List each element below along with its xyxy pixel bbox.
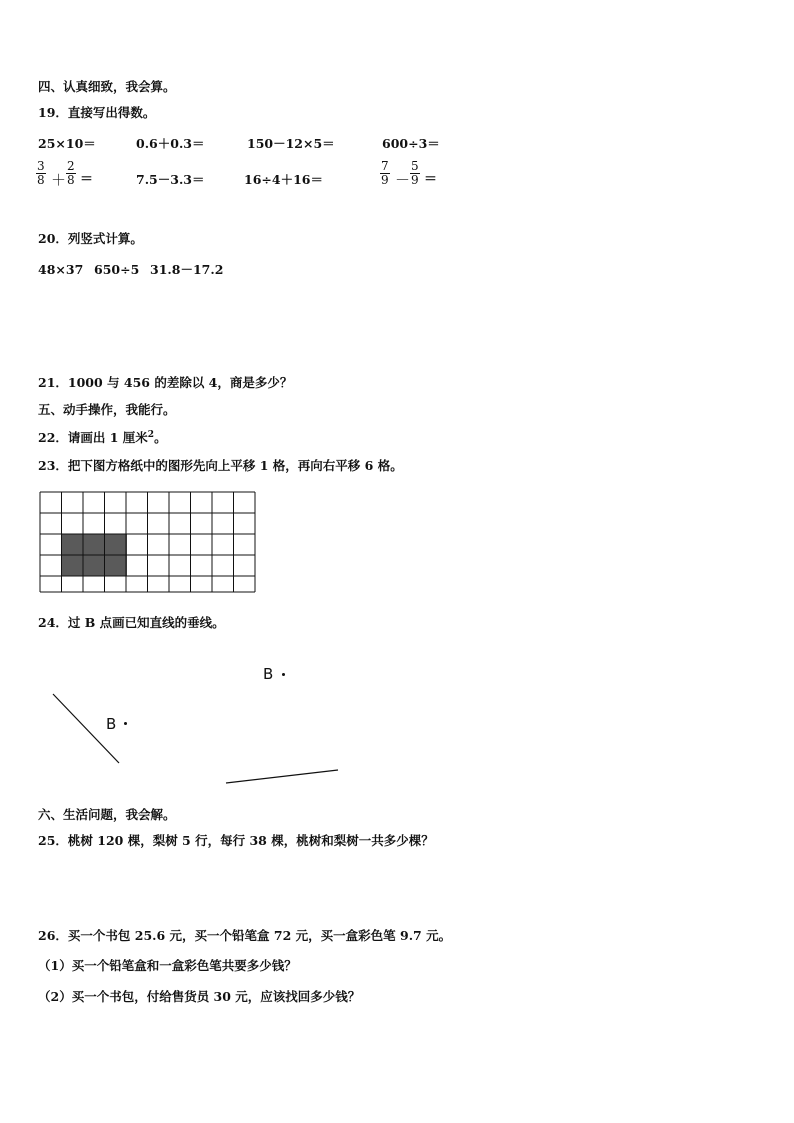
minus-sign: － <box>395 171 411 189</box>
q20-item-1: 48×37 <box>38 262 84 277</box>
fraction-numerator: 3 <box>37 159 45 173</box>
point-b-label-upper: B <box>263 665 274 683</box>
given-line-diagonal <box>53 694 119 763</box>
q19-calc-1: 25×10＝ <box>38 136 96 151</box>
q20-item-2: 650÷5 <box>94 262 140 277</box>
equals-sign: ＝ <box>80 172 94 187</box>
fraction-numerator: 7 <box>381 159 389 173</box>
fraction-denominator: 8 <box>37 173 45 187</box>
q20-item-3: 31.8－17.2 <box>150 262 224 277</box>
q24-title: 24．过 B 点画已知直线的垂线。 <box>38 615 225 630</box>
section-6-title: 六、生活问题，我会解。 <box>38 807 176 822</box>
fraction-numerator: 2 <box>67 159 75 173</box>
q25-title: 25．桃树 120 棵，梨树 5 行，每行 38 棵，桃树和梨树一共多少棵？ <box>38 833 434 848</box>
fraction-denominator: 8 <box>67 173 75 187</box>
equals-sign: ＝ <box>424 172 438 187</box>
q19-calc-2: 0.6＋0.3＝ <box>136 136 205 151</box>
q19-calc-4: 600÷3＝ <box>382 136 440 151</box>
q22-text: 22．请画出 1 厘米 <box>38 430 148 446</box>
plus-sign: ＋ <box>51 171 67 189</box>
q22-end: 。 <box>154 430 167 446</box>
q20-title: 20．列竖式计算。 <box>38 231 143 246</box>
q22-superscript: 2 <box>147 430 155 440</box>
q19-calc-3: 150－12×5＝ <box>247 136 335 151</box>
q26-title: 26．买一个书包 25.6 元，买一个铅笔盒 72 元，买一盒彩色笔 9.7 元。 <box>38 928 452 943</box>
q26-sub-2: （2）买一个书包，付给售货员 30 元，应该找回多少钱？ <box>38 989 361 1004</box>
q19-calc-6: 7.5－3.3＝ <box>136 172 205 187</box>
q21-title: 21．1000 与 456 的差除以 4，商是多少？ <box>38 375 293 390</box>
point-b-label-lower: B <box>106 715 117 733</box>
q26-sub-1: （1）买一个铅笔盒和一盒彩色笔共要多少钱？ <box>38 958 297 973</box>
section-4-title: 四、认真细致，我会算。 <box>38 79 176 94</box>
section-5-title: 五、动手操作，我能行。 <box>38 402 176 417</box>
q23-title: 23．把下图方格纸中的图形先向上平移 1 格，再向右平移 6 格。 <box>38 458 403 473</box>
fraction-denominator: 9 <box>381 173 389 187</box>
q19-calc-7: 16÷4＋16＝ <box>244 172 323 187</box>
q19-title: 19．直接写出得数。 <box>38 105 156 120</box>
fraction-numerator: 5 <box>411 159 419 173</box>
given-line-horizontal <box>226 770 338 783</box>
fraction-denominator: 9 <box>411 173 419 187</box>
